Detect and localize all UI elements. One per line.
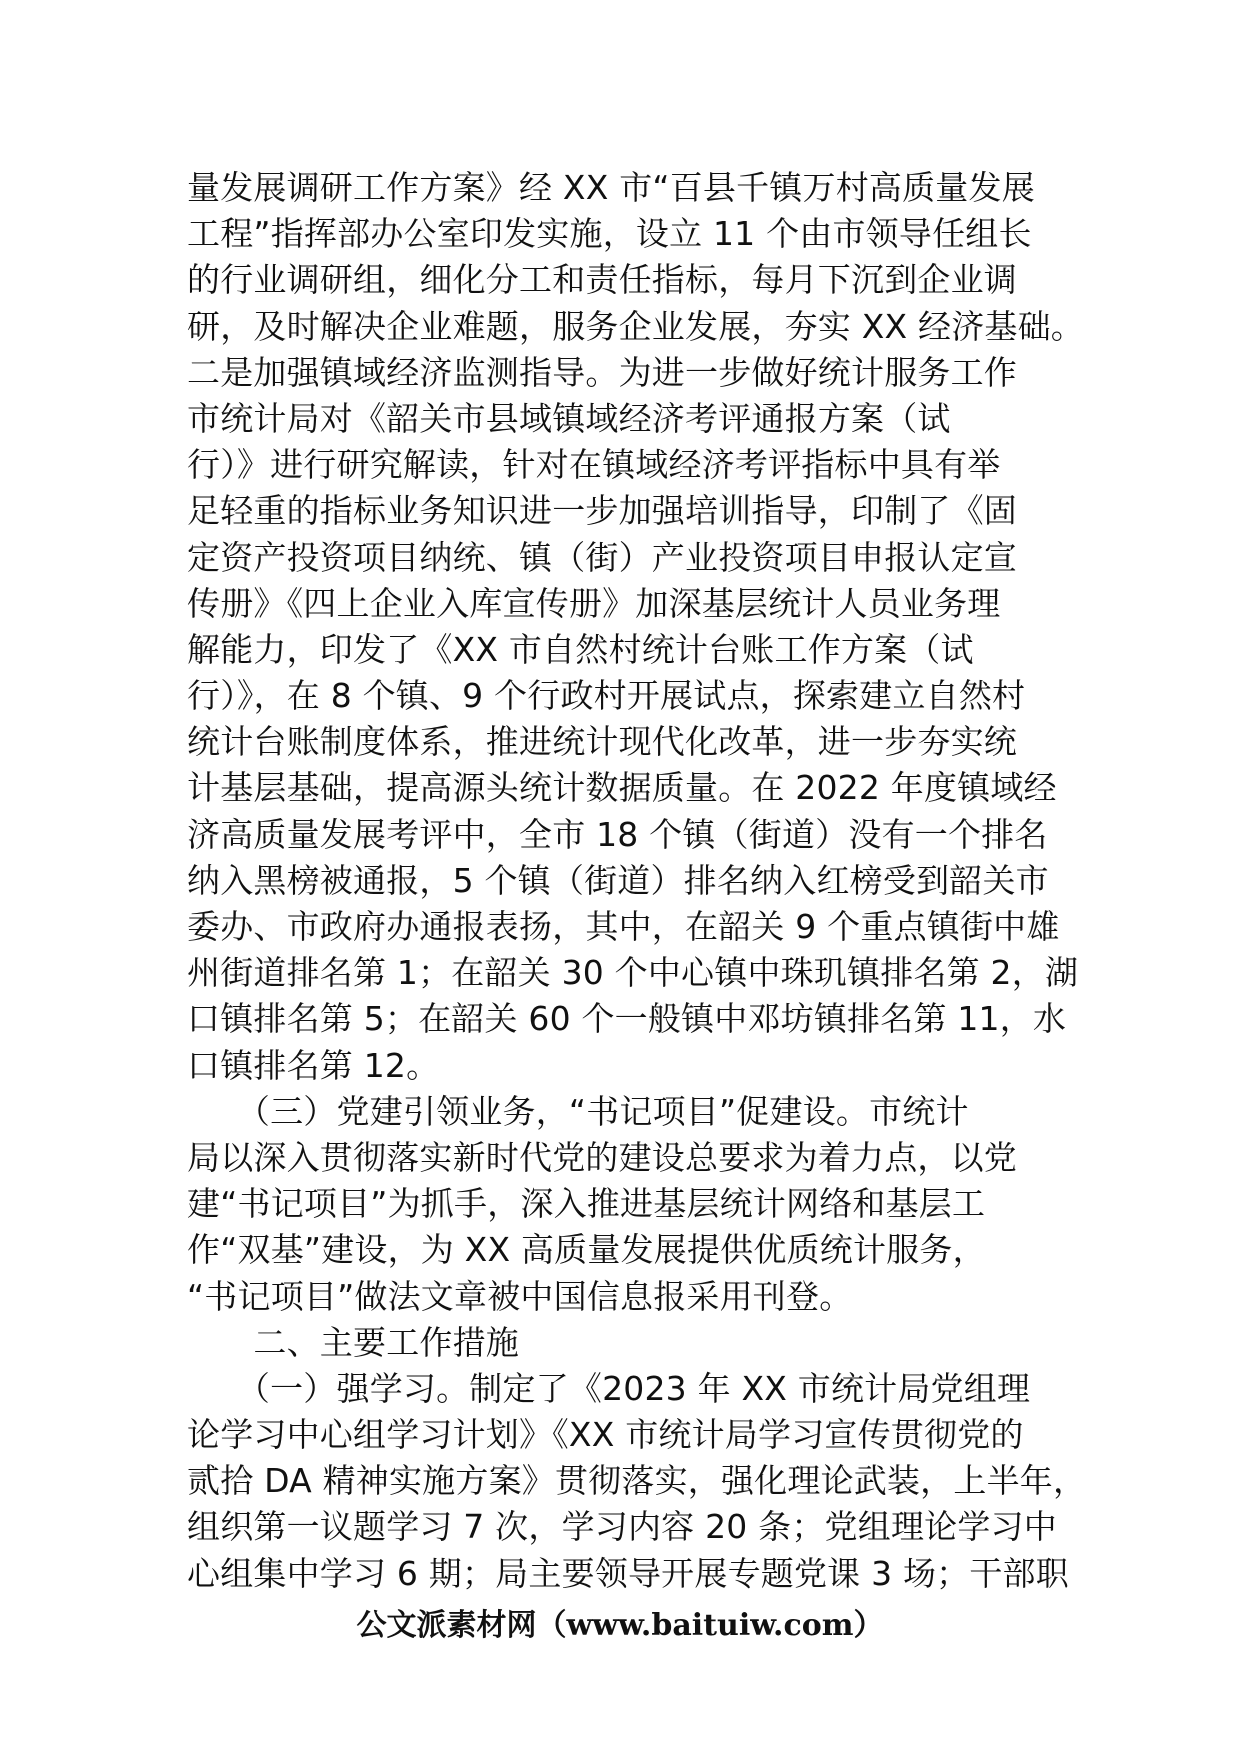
text-line: 口镇排名第 12。 xyxy=(187,1045,440,1085)
text-line: 组织第一议题学习 7 次，学习内容 20 条；党组理论学习中 xyxy=(187,1507,1057,1547)
text-line: 足轻重的指标业务知识进一步加强培训指导，印制了《固 xyxy=(187,491,1017,531)
text-line: 的行业调研组，细化分工和责任指标，每月下沉到企业调 xyxy=(187,260,1017,300)
text-line: 济高质量发展考评中，全市 18 个镇（街道）没有一个排名 xyxy=(187,814,1048,854)
text-line: 行）》，在 8 个镇、9 个行政村开展试点，探索建立自然村 xyxy=(187,676,1026,716)
text-line: 解能力，印发了《XX 市自然村统计台账工作方案（试 xyxy=(187,629,974,669)
text-line: 行）》进行研究解读，针对在镇域经济考评指标中具有举 xyxy=(187,445,1001,485)
text-line: 心组集中学习 6 期；局主要领导开展专题党课 3 场；干部职 xyxy=(187,1553,1069,1593)
document-body xyxy=(187,165,1087,1597)
text-line: 州街道排名第 1；在韶关 30 个中心镇中珠玑镇排名第 2，湖 xyxy=(187,953,1079,993)
text-line: 建“书记项目”为抓手，深入推进基层统计网络和基层工 xyxy=(187,1184,986,1224)
text-line: 论学习中心组学习计划》《XX 市统计局学习宣传贯彻党的 xyxy=(187,1415,1024,1455)
text-line: 市统计局对《韶关市县域镇域经济考评通报方案（试 xyxy=(187,398,951,438)
text-line: 研，及时解决企业难题，服务企业发展，夯实 XX 经济基础。 xyxy=(187,306,1084,346)
text-line: 纳入黑榜被通报，5 个镇（街道）排名纳入红榜受到韶关市 xyxy=(187,860,1049,900)
section-heading: 二、主要工作措施 xyxy=(187,1322,519,1362)
text-line: 传册》《四上企业入库宣传册》加深基层统计人员业务理 xyxy=(187,583,1001,623)
text-line: 口镇排名第 5；在韶关 60 个一般镇中邓坊镇排名第 11，水 xyxy=(187,999,1067,1039)
text-line: 定资产投资项目纳统、镇（街）产业投资项目申报认定宣 xyxy=(187,537,1017,577)
section-heading-line: （一）强学习。制定了《2023 年 XX 市统计局党组理 xyxy=(187,1368,1031,1408)
text-line: 工程”指挥部办公室印发实施，设立 11 个由市领导任组长 xyxy=(187,214,1032,254)
text-line: 局以深入贯彻落实新时代党的建设总要求为着力点，以党 xyxy=(187,1137,1017,1177)
text-line: 贰拾 DA 精神实施方案》贯彻落实，强化理论武装，上半年， xyxy=(187,1461,1087,1501)
footer-watermark: 公文派素材网（www.baituiw.com） xyxy=(356,1608,884,1643)
text-line: 委办、市政府办通报表扬，其中，在韶关 9 个重点镇街中雄 xyxy=(187,907,1060,946)
text-line: 统计台账制度体系，推进统计现代化改革，进一步夯实统 xyxy=(187,722,1017,762)
text-line: 作“双基”建设，为 XX 高质量发展提供优质统计服务， xyxy=(187,1230,986,1270)
text-line: 计基层基础，提高源头统计数据质量。在 2022 年度镇域经 xyxy=(187,768,1057,808)
text-line: “书记项目”做法文章被中国信息报采用刊登。 xyxy=(187,1276,853,1316)
text-line: 量发展调研工作方案》经 XX 市“百县千镇万村高质量发展 xyxy=(187,168,1035,207)
text-line: 二是加强镇域经济监测指导。为进一步做好统计服务工作 xyxy=(187,352,1017,392)
section-heading-line: （三）党建引领业务，“书记项目”促建设。市统计 xyxy=(187,1091,969,1131)
